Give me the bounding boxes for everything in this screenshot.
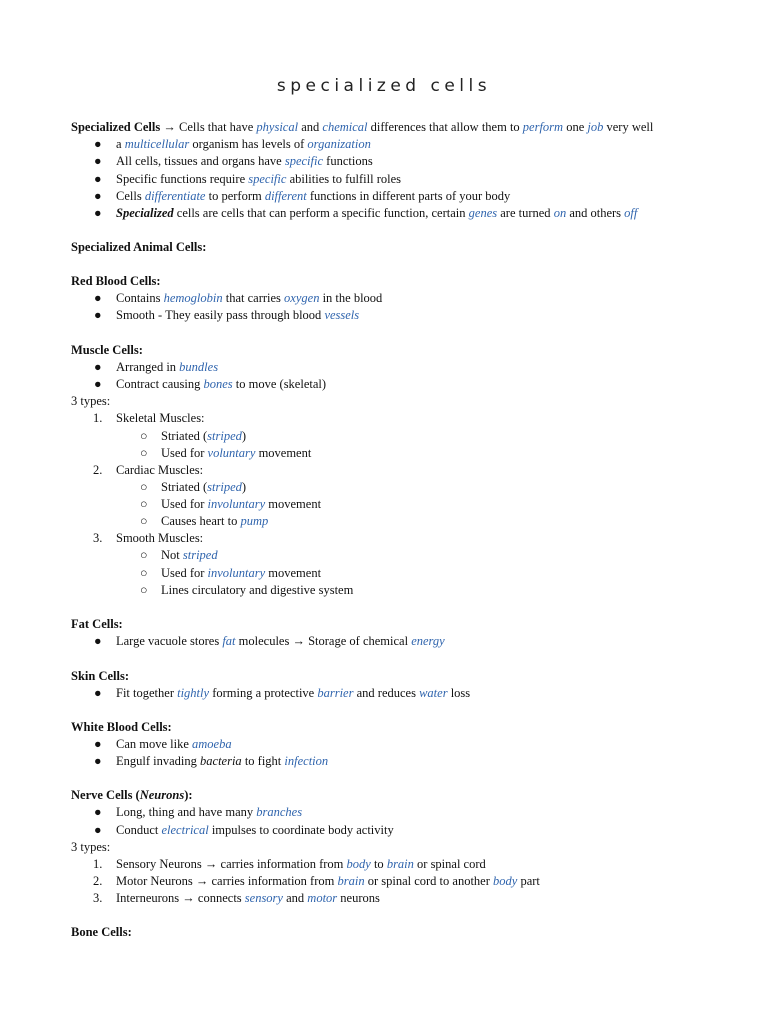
text: and others — [566, 206, 625, 220]
list-item — [0, 822, 768, 838]
bullet-icon: ● — [94, 137, 102, 151]
intro-line — [71, 119, 653, 135]
text: in the blood — [319, 291, 383, 305]
text: movement — [255, 446, 312, 460]
highlight-word: differentiate — [144, 189, 206, 203]
highlight-word: infection — [284, 754, 329, 768]
text: Engulf invading — [116, 754, 201, 768]
text: Can move like — [116, 737, 193, 751]
text: Lines circulatory and digestive system — [161, 583, 354, 597]
text: Contract causing — [116, 377, 204, 391]
text: Used for — [161, 446, 208, 460]
highlight-word: bundles — [179, 360, 219, 374]
highlight-word: energy — [411, 634, 445, 648]
sub-list-item — [0, 496, 768, 512]
highlight-word: voluntary — [207, 446, 256, 460]
text: Long, thing and have many — [116, 805, 257, 819]
bullet-icon: ● — [94, 823, 102, 837]
highlight-word: genes — [468, 206, 498, 220]
item-label: Smooth Muscles: — [116, 531, 204, 545]
text: connects — [194, 891, 245, 905]
emphasis-word: Specialized — [116, 206, 174, 220]
text: Arranged in — [116, 360, 180, 374]
circle-bullet-icon: ○ — [140, 566, 148, 580]
list-item — [0, 188, 768, 204]
bullet-icon: ● — [94, 308, 102, 322]
highlight-word: brain — [386, 857, 414, 871]
highlight-word: fat — [222, 634, 236, 648]
highlight-word: striped — [182, 548, 218, 562]
sub-list-item — [0, 428, 768, 444]
bullet-icon: ● — [94, 754, 102, 768]
circle-bullet-icon: ○ — [140, 446, 148, 460]
text: are turned — [497, 206, 554, 220]
text: abilities to fulfill roles — [286, 172, 402, 186]
highlight-word: involuntary — [207, 497, 266, 511]
text: ) — [241, 480, 247, 494]
text: Used for — [161, 566, 208, 580]
arrow-symbol: → — [163, 120, 176, 134]
highlight-word: off — [624, 206, 638, 220]
text: to fight — [241, 754, 285, 768]
list-item — [0, 376, 768, 392]
section-heading: Specialized Animal Cells: — [71, 240, 207, 254]
text: and — [282, 891, 308, 905]
list-item — [0, 171, 768, 187]
arrow-symbol: → — [182, 891, 195, 905]
section-heading: Skin Cells: — [71, 669, 130, 683]
text: cells are cells that can perform a specific function, certain — [173, 206, 469, 220]
circle-bullet-icon: ○ — [140, 548, 148, 562]
sub-list-item — [0, 513, 768, 529]
numbered-item — [0, 410, 768, 426]
section-heading: Fat Cells: — [71, 617, 123, 631]
text: and — [298, 120, 323, 134]
highlight-word: oxygen — [284, 291, 320, 305]
highlight-word: body — [493, 874, 518, 888]
highlight-word: perform — [522, 120, 564, 134]
text: molecules — [235, 634, 293, 648]
item-number: 3. — [93, 531, 103, 545]
text: to perform — [205, 189, 265, 203]
highlight-word: on — [553, 206, 567, 220]
section-heading: Red Blood Cells: — [71, 274, 161, 288]
item-number: 3. — [93, 891, 103, 905]
text: Motor Neurons — [116, 874, 196, 888]
text: one — [563, 120, 588, 134]
highlight-word: specific — [248, 172, 287, 186]
text: Large vacuole stores — [116, 634, 223, 648]
sub-list-item — [0, 479, 768, 495]
bullet-icon: ● — [94, 291, 102, 305]
sub-list-item — [0, 547, 768, 563]
bullet-icon: ● — [94, 805, 102, 819]
text: organism has levels of — [189, 137, 308, 151]
text: Fit together — [116, 686, 178, 700]
list-item — [0, 136, 768, 152]
section-heading: Bone Cells: — [71, 925, 132, 939]
text: Striated ( — [161, 429, 208, 443]
text: All cells, tissues and organs have — [116, 154, 285, 168]
highlight-word: branches — [256, 805, 303, 819]
arrow-symbol: → — [292, 634, 305, 648]
text: a — [116, 137, 125, 151]
highlight-word: involuntary — [207, 566, 266, 580]
numbered-item — [0, 462, 768, 478]
highlight-word: tightly — [177, 686, 210, 700]
text: Cells that have — [175, 120, 257, 134]
item-number: 1. — [93, 857, 103, 871]
text: movement — [265, 497, 322, 511]
highlight-word: organization — [307, 137, 371, 151]
highlight-word: hemoglobin — [163, 291, 223, 305]
section-heading — [71, 787, 193, 803]
circle-bullet-icon: ○ — [140, 429, 148, 443]
item-label: Skeletal Muscles: — [116, 411, 205, 425]
types-label: 3 types: — [71, 394, 111, 408]
text: forming a protective — [209, 686, 318, 700]
highlight-word: sensory — [244, 891, 283, 905]
bullet-icon: ● — [94, 154, 102, 168]
list-item — [0, 685, 768, 701]
text: Used for — [161, 497, 208, 511]
intro-heading: Specialized Cells — [71, 120, 161, 134]
text: Interneurons — [116, 891, 183, 905]
section-heading: White Blood Cells: — [71, 720, 172, 734]
text: Storage of chemical — [304, 634, 412, 648]
text: neurons — [337, 891, 380, 905]
text: impulses to coordinate body activity — [208, 823, 394, 837]
highlight-word: striped — [207, 480, 242, 494]
bullet-icon: ● — [94, 360, 102, 374]
text: Striated ( — [161, 480, 208, 494]
text: or spinal cord to another — [364, 874, 494, 888]
circle-bullet-icon: ○ — [140, 583, 148, 597]
arrow-symbol: → — [195, 874, 209, 888]
text: or spinal cord — [413, 857, 486, 871]
list-item — [0, 205, 768, 221]
text: Causes heart to — [161, 514, 241, 528]
list-item — [0, 736, 768, 752]
bullet-icon: ● — [94, 172, 102, 186]
text: to — [370, 857, 387, 871]
text: carries information from — [208, 874, 338, 888]
list-item — [0, 290, 768, 306]
sub-list-item — [0, 565, 768, 581]
list-item — [0, 804, 768, 820]
highlight-word: vessels — [324, 308, 360, 322]
circle-bullet-icon: ○ — [140, 514, 148, 528]
text: ) — [241, 429, 247, 443]
text: Nerve Cells ( — [71, 788, 140, 802]
list-item — [0, 307, 768, 323]
text: loss — [447, 686, 471, 700]
text: Smooth - They easily pass through blood — [116, 308, 325, 322]
bullet-icon: ● — [94, 189, 102, 203]
highlight-word: water — [419, 686, 448, 700]
list-item — [0, 359, 768, 375]
list-item — [0, 153, 768, 169]
highlight-word: specific — [284, 154, 324, 168]
circle-bullet-icon: ○ — [140, 480, 148, 494]
arrow-symbol: → — [204, 857, 218, 871]
text: that carries — [222, 291, 285, 305]
numbered-item — [0, 530, 768, 546]
text: and reduces — [353, 686, 420, 700]
highlight-word: physical — [256, 120, 299, 134]
bullet-icon: ● — [94, 206, 102, 220]
highlight-word: multicellular — [124, 137, 190, 151]
text: Not — [161, 548, 183, 562]
highlight-word: electrical — [161, 823, 209, 837]
bullet-icon: ● — [94, 686, 102, 700]
text: Contains — [116, 291, 164, 305]
item-number: 1. — [93, 411, 103, 425]
highlight-word: chemical — [322, 120, 368, 134]
bullet-icon: ● — [94, 634, 102, 648]
numbered-item — [0, 856, 768, 872]
highlight-word: job — [587, 120, 604, 134]
emphasis-word: Neurons — [139, 788, 185, 802]
circle-bullet-icon: ○ — [140, 497, 148, 511]
section-heading: Muscle Cells: — [71, 343, 143, 357]
item-number: 2. — [93, 463, 103, 477]
text: part — [517, 874, 540, 888]
highlight-word: motor — [307, 891, 338, 905]
list-item — [0, 753, 768, 769]
text: functions — [323, 154, 373, 168]
text: Specific functions require — [116, 172, 249, 186]
highlight-word: brain — [337, 874, 365, 888]
highlight-word: bones — [203, 377, 233, 391]
text: ): — [184, 788, 193, 802]
text: Sensory Neurons — [116, 857, 205, 871]
text: to move (skeletal) — [232, 377, 327, 391]
bullet-icon: ● — [94, 377, 102, 391]
sub-list-item — [0, 582, 768, 598]
highlight-word: amoeba — [192, 737, 232, 751]
highlight-word: barrier — [317, 686, 354, 700]
text: very well — [603, 120, 654, 134]
text: functions in different parts of your body — [306, 189, 511, 203]
numbered-item — [0, 873, 768, 889]
item-number: 2. — [93, 874, 103, 888]
highlight-word: body — [346, 857, 371, 871]
highlight-word: pump — [240, 514, 269, 528]
highlight-word: different — [264, 189, 307, 203]
text: carries information from — [217, 857, 347, 871]
list-item — [0, 633, 768, 649]
sub-list-item — [0, 445, 768, 461]
bullet-icon: ● — [94, 737, 102, 751]
text: differences that allow them to — [367, 120, 523, 134]
page-title: specialized cells — [276, 76, 492, 96]
numbered-item — [0, 890, 768, 906]
italic-word: bacteria — [200, 754, 242, 768]
text: Conduct — [116, 823, 162, 837]
text: movement — [265, 566, 322, 580]
types-label: 3 types: — [71, 840, 111, 854]
highlight-word: striped — [207, 429, 242, 443]
item-label: Cardiac Muscles: — [116, 463, 204, 477]
text: Cells — [116, 189, 145, 203]
